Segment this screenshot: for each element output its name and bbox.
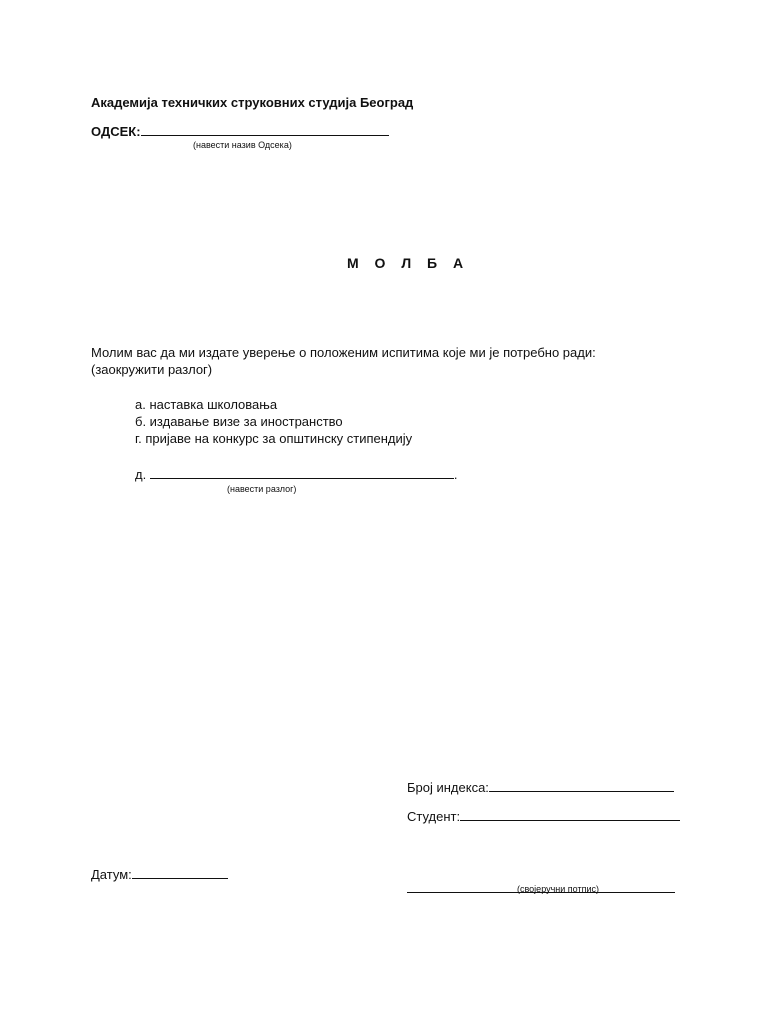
student-blank[interactable] (460, 819, 680, 821)
signature-hint: (својеручни потпис) (517, 884, 599, 894)
department-blank[interactable] (141, 134, 389, 136)
student-label: Студент: (407, 809, 461, 824)
department-field (91, 124, 389, 139)
other-reason-hint: (навести разлог) (227, 484, 297, 494)
other-reason-end: . (453, 467, 458, 482)
index-number-field (407, 780, 674, 795)
instruction-text: (заокружити разлог) (91, 362, 213, 377)
date-blank[interactable] (132, 877, 228, 879)
option-item[interactable]: г. пријаве на конкурс за општинску стипендију (135, 431, 413, 446)
other-reason-label: д. (135, 467, 147, 482)
request-text: Молим вас да ми издате уверење о положеним испитима које ми је потребно ради: (91, 345, 596, 360)
index-number-blank[interactable] (489, 790, 674, 792)
institution-name: Академија техничких струковних студија Београд (91, 95, 414, 110)
date-label: Датум: (91, 867, 132, 882)
option-item[interactable]: б. издавање визе за иностранство (135, 414, 343, 429)
index-number-label: Број индекса: (407, 780, 489, 795)
document-title: М О Л Б А (347, 255, 470, 271)
department-label: ОДСЕК: (91, 124, 141, 139)
date-field (91, 867, 228, 882)
student-field (407, 809, 680, 824)
option-item[interactable]: а. наставка школовања (135, 397, 278, 412)
other-reason-field (135, 467, 457, 482)
other-reason-blank[interactable] (150, 477, 454, 479)
department-hint: (навести назив Одсека) (193, 140, 292, 150)
